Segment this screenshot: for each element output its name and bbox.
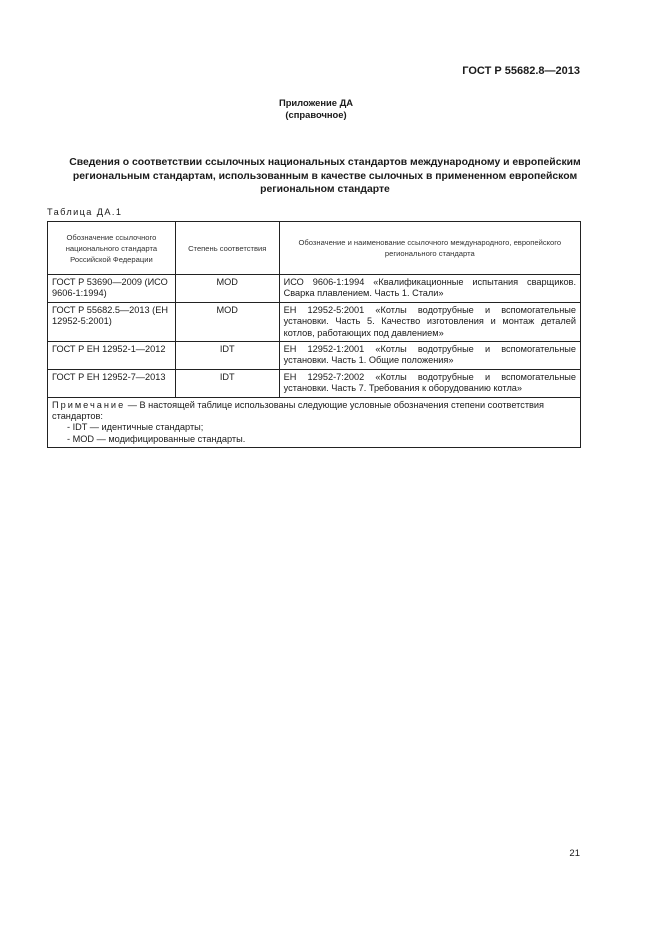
document-code: ГОСТ Р 55682.8—2013 <box>462 65 580 77</box>
correspondence-table <box>47 221 581 448</box>
note-item: - MOD — модифицированные стандарты. <box>67 433 246 444</box>
annex-title-block <box>200 97 432 121</box>
reference-standard-cell: ЕН 12952-1:2001 «Котлы водотрубные и вспомогательные установки. Часть 1. Общие положения» <box>279 342 580 370</box>
table-row <box>48 342 581 370</box>
reference-standard-cell: ЕН 12952-7:2002 «Котлы водотрубные и вспомогательные установки. Часть 7. Требования к оборудованию котла» <box>279 369 580 397</box>
table-note <box>48 397 581 448</box>
degree-cell: MOD <box>175 275 279 303</box>
degree-cell: MOD <box>175 302 279 341</box>
national-standard-cell: ГОСТ Р ЕН 12952-7—2013 <box>48 369 176 397</box>
national-standard-cell: ГОСТ Р 55682.5—2013 (ЕН 12952-5:2001) <box>48 302 176 341</box>
table-row <box>48 275 581 303</box>
reference-standard-cell: ИСО 9606-1:1994 «Квалификационные испытания сварщиков. Сварка плавлением. Часть 1. Стали» <box>279 275 580 303</box>
note-text: — В настоящей таблице использованы следующие условные обозначения степени соответствия стандартов: <box>52 399 545 422</box>
column-header-national: Обозначение ссылочного национального стандарта Российской Федерации <box>48 222 176 275</box>
degree-cell: IDT <box>175 342 279 370</box>
column-header-degree: Степень соответствия <box>175 222 279 275</box>
national-standard-cell: ГОСТ Р 53690—2009 (ИСО 9606-1:1994) <box>48 275 176 303</box>
table-row <box>48 302 581 341</box>
note-item: - IDT — идентичные стандарты; <box>67 422 204 433</box>
reference-standard-cell: ЕН 12952-5:2001 «Котлы водотрубные и вспомогательные установки. Часть 5. Качество изготовления и монтаж деталей котлов, работающих под давлением» <box>279 302 580 341</box>
national-standard-cell: ГОСТ Р ЕН 12952-1—2012 <box>48 342 176 370</box>
column-header-reference: Обозначение и наименование ссылочного международного, европейского регионального стандарта <box>279 222 580 275</box>
section-heading: Сведения о соответствии ссылочных национальных стандартов международному и европейским региональным стандартам, использованным в качестве сылочных в примененном европейском региональном стандарте <box>69 157 581 195</box>
degree-cell: IDT <box>175 369 279 397</box>
table-caption: Таблица ДА.1 <box>47 207 123 217</box>
note-paragraph <box>52 400 576 423</box>
table-row <box>48 369 581 397</box>
table-header-row <box>48 222 581 275</box>
note-label: Примечание <box>52 399 126 410</box>
page-number: 21 <box>569 848 580 859</box>
annex-title: Приложение ДА <box>278 97 354 108</box>
table-note-row <box>48 397 581 448</box>
annex-subtitle: (справочное) <box>285 109 347 120</box>
